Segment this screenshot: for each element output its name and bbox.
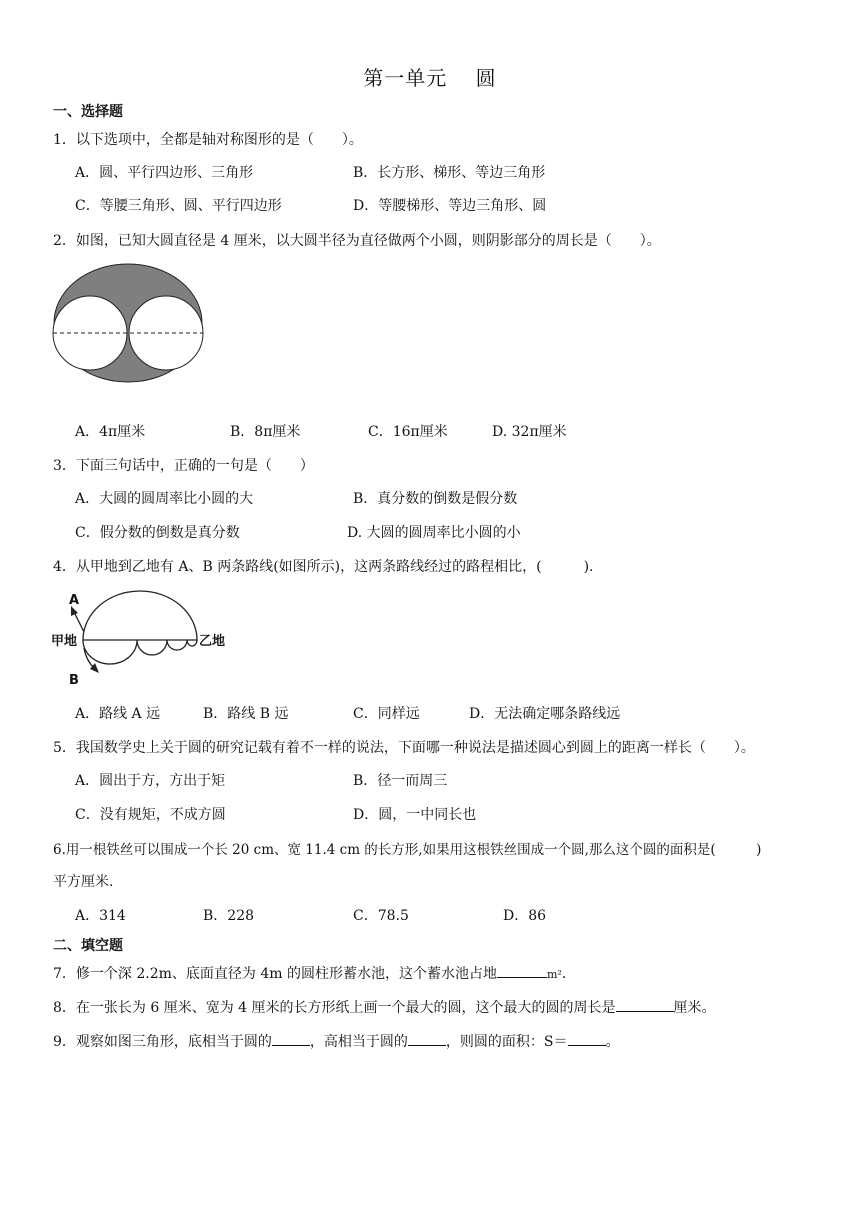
question-4-text: 4．从甲地到乙地有 A、B 两条路线(如图所示)，这两条路线经过的路程相比，( ). bbox=[53, 559, 594, 575]
question-2-option-b[interactable]: B．8π厘米 bbox=[230, 424, 301, 440]
question-9-text-mid1: ，高相当于圆的 bbox=[309, 1034, 408, 1050]
question-1-option-c[interactable]: C．等腰三角形、圆、平行四边形 bbox=[75, 198, 282, 214]
route-b-arcs bbox=[83, 640, 197, 664]
question-3-option-a[interactable]: A．大圆的圆周率比小圆的大 bbox=[75, 491, 254, 507]
question-7-end: . bbox=[561, 966, 567, 982]
question-2-option-d[interactable]: D. 32π厘米 bbox=[492, 424, 567, 440]
question-5-option-b[interactable]: B．径一而周三 bbox=[353, 773, 448, 789]
question-5-option-a[interactable]: A．圆出于方，方出于矩 bbox=[75, 773, 226, 789]
question-4-option-c[interactable]: C．同样远 bbox=[353, 706, 420, 722]
question-3-text: 3．下面三句话中，正确的一句是（ ） bbox=[53, 458, 314, 474]
question-7 bbox=[53, 963, 566, 983]
route-b-label: B bbox=[69, 673, 79, 688]
question-6-option-d[interactable]: D．86 bbox=[503, 908, 547, 924]
question-9 bbox=[53, 1031, 620, 1051]
question-2-option-c[interactable]: C．16π厘米 bbox=[368, 424, 448, 440]
route-a-label: A bbox=[69, 593, 80, 608]
question-5-option-c[interactable]: C．没有规矩，不成方圆 bbox=[75, 807, 226, 823]
end-label: 乙地 bbox=[199, 634, 226, 649]
question-9-blank-height[interactable] bbox=[408, 1031, 446, 1046]
question-1-option-b[interactable]: B．长方形、梯形、等边三角形 bbox=[353, 165, 546, 181]
question-7-text: 7．修一个深 2.2m、底面直径为 4m 的圆柱形蓄水池，这个蓄水池占地 bbox=[53, 966, 497, 982]
question-4-option-d[interactable]: D．无法确定哪条路线远 bbox=[469, 706, 621, 722]
section-heading-fill: 二、填空题 bbox=[53, 938, 123, 954]
question-9-blank-base[interactable] bbox=[272, 1031, 310, 1046]
question-5-text: 5．我国数学史上关于圆的研究记载有着不一样的说法，下面哪一种说法是描述圆心到圆上的距离一样长（ ）。 bbox=[53, 740, 755, 756]
question-6-option-a[interactable]: A．314 bbox=[75, 908, 126, 924]
question-7-unit: m² bbox=[546, 968, 562, 981]
section-heading-choice: 一、选择题 bbox=[53, 104, 123, 120]
question-6-text-continued: 平方厘米. bbox=[53, 874, 114, 890]
route-a-arc bbox=[83, 591, 197, 640]
question-9-blank-area[interactable] bbox=[568, 1031, 606, 1046]
question-7-answer-blank[interactable] bbox=[497, 963, 547, 978]
question-4-option-b[interactable]: B．路线 B 远 bbox=[203, 706, 289, 722]
question-6-text: 6.用一根铁丝可以围成一个长 20 cm、宽 11.4 cm 的长方形,如果用这根铁丝围成一个圆,那么这个圆的面积是( ) bbox=[53, 842, 762, 858]
question-2-option-a[interactable]: A．4π厘米 bbox=[75, 424, 146, 440]
question-6-option-b[interactable]: B．228 bbox=[203, 908, 255, 924]
question-4-option-a[interactable]: A．路线 A 远 bbox=[75, 706, 161, 722]
question-2-text: 2．如图，已知大圆直径是 4 厘米，以大圆半径为直径做两个小圆，则阴影部分的周长是（ ）。 bbox=[53, 233, 661, 249]
question-6-option-c[interactable]: C．78.5 bbox=[353, 908, 409, 924]
question-2-circle-figure bbox=[52, 263, 206, 383]
question-1-text: 1．以下选项中，全都是轴对称图形的是（ ）。 bbox=[53, 132, 363, 148]
route-a-arrow bbox=[74, 612, 84, 632]
question-3-option-b[interactable]: B．真分数的倒数是假分数 bbox=[353, 491, 518, 507]
question-9-text-mid2: ，则圆的面积：S＝ bbox=[445, 1034, 568, 1050]
question-8-end: 厘米。 bbox=[673, 1000, 716, 1016]
question-8-answer-blank[interactable] bbox=[616, 997, 674, 1012]
question-8-text: 8．在一张长为 6 厘米、宽为 4 厘米的长方形纸上画一个最大的圆，这个最大的圆的周长是 bbox=[53, 1000, 616, 1016]
start-label: 甲地 bbox=[51, 634, 78, 649]
page-title: 第一单元 圆 bbox=[363, 66, 497, 90]
question-9-end: 。 bbox=[605, 1034, 620, 1050]
question-1-option-a[interactable]: A．圆、平行四边形、三角形 bbox=[75, 165, 254, 181]
question-3-option-d[interactable]: D. 大圆的圆周率比小圆的小 bbox=[347, 525, 521, 541]
question-3-option-c[interactable]: C．假分数的倒数是真分数 bbox=[75, 525, 240, 541]
question-1-option-d[interactable]: D．等腰梯形、等边三角形、圆 bbox=[353, 198, 547, 214]
question-5-option-d[interactable]: D．圆，一中同长也 bbox=[353, 807, 477, 823]
question-8 bbox=[53, 997, 716, 1017]
question-4-route-figure bbox=[50, 586, 235, 690]
question-9-text: 9．观察如图三角形，底相当于圆的 bbox=[53, 1034, 272, 1050]
